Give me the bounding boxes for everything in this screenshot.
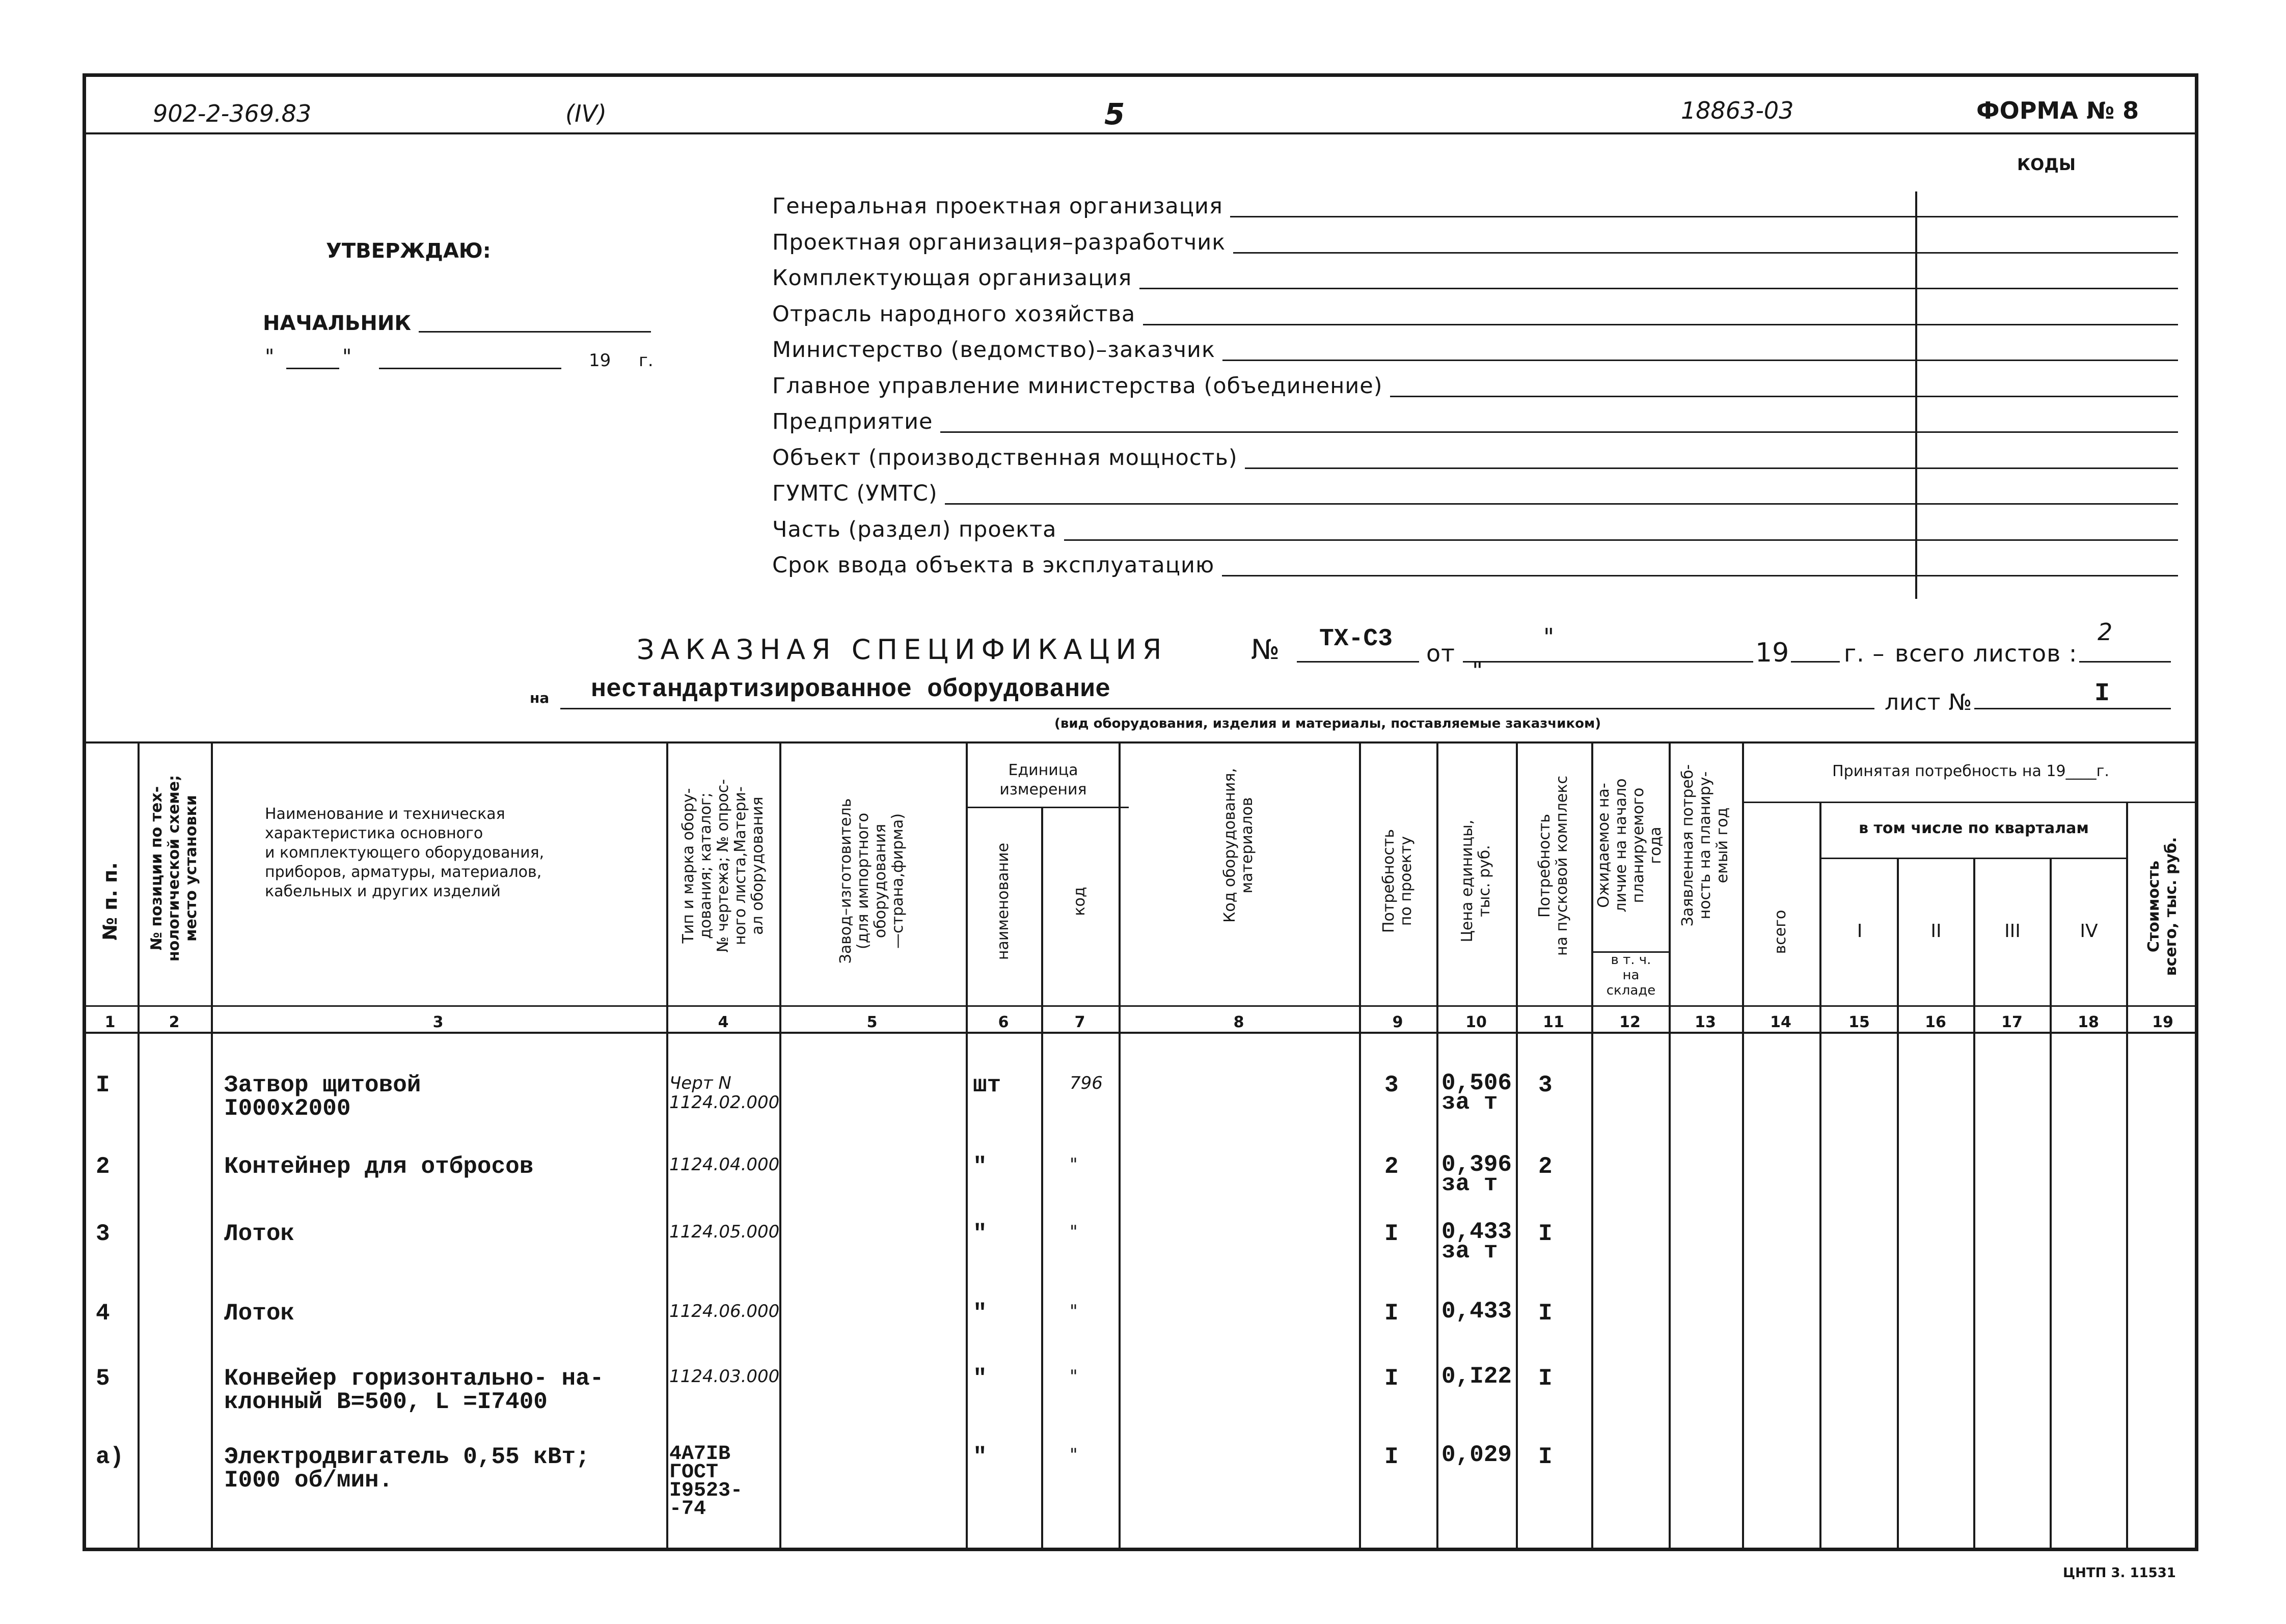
codes-divider	[1915, 191, 1917, 599]
cell-unit: "	[973, 1300, 987, 1327]
codes-label: КОДЫ	[2017, 155, 2076, 174]
header-bottom-line	[83, 1005, 2198, 1007]
org-fill-line	[945, 503, 2178, 505]
col-line-1	[138, 741, 140, 1551]
quote-open: "	[265, 345, 275, 369]
equipment-line	[560, 708, 1874, 709]
col-number-5: 5	[866, 1013, 878, 1031]
cell-type: 4А7IВ ГОСТ I9523- -74	[669, 1443, 743, 1521]
col-number-11: 11	[1543, 1013, 1564, 1031]
spec-year-g: г. –	[1844, 640, 1885, 667]
cell-n: а)	[96, 1444, 124, 1470]
org-label: Объект (производственная мощность)	[772, 445, 1238, 471]
cell-unit: "	[973, 1444, 987, 1470]
cell-qty: 3	[1384, 1072, 1399, 1098]
column-number-bottom-line	[83, 1032, 2198, 1034]
sheets-label: всего листов :	[1895, 640, 2078, 667]
cell-type: 1124.06.000	[669, 1301, 780, 1322]
header-total: всего	[1772, 910, 1789, 954]
org-label: Срок ввода объекта в эксплуатацию	[772, 553, 1215, 578]
cell-unit: шт	[973, 1072, 1001, 1098]
col-line-11	[1591, 741, 1593, 1551]
cell-price: 0,433	[1441, 1298, 1512, 1325]
org-fill-line	[1245, 467, 2178, 469]
header-unit-group: Единица измерения	[999, 761, 1087, 799]
cell-qty: I	[1384, 1221, 1399, 1247]
header-need-start: Потребность на пусковой комплекс	[1536, 776, 1571, 956]
header-manufacturer: Завод–изготовитель (для импортного оборудования —страна,фирма)	[837, 798, 907, 964]
cell-name: Контейнер для отбросов	[224, 1153, 534, 1180]
month-line	[379, 368, 561, 369]
date-quote-1: "	[1543, 623, 1555, 651]
cell-start: 3	[1538, 1072, 1553, 1098]
cell-price: 0,506 за т	[1441, 1070, 1512, 1116]
header-cost: Стоимость всего, тыс. руб.	[2145, 837, 2180, 976]
col-number-17: 17	[2001, 1013, 2023, 1031]
col-line-18	[2126, 802, 2128, 1551]
cell-type: 1124.04.000	[669, 1154, 780, 1175]
header-equipment-code: Код оборудования, материалов	[1221, 768, 1256, 923]
spec-no-label: №	[1251, 634, 1280, 666]
col-line-14	[1819, 802, 1821, 1551]
from-label: от	[1426, 640, 1455, 667]
chief-signature-line	[419, 331, 651, 333]
cell-start: I	[1538, 1365, 1553, 1392]
col-line-6	[1041, 807, 1043, 1551]
col-number-6: 6	[998, 1013, 1009, 1031]
cell-n: I	[96, 1072, 110, 1098]
header-q4: IV	[2080, 921, 2098, 942]
col-line-9	[1436, 741, 1438, 1551]
org-fill-line	[1390, 396, 2178, 397]
header-type: Тип и марка обору- дования; каталог; № чертежа; № опрос- ного листа,Матери- ал оборудования	[679, 779, 767, 953]
sheets-line	[2079, 661, 2171, 663]
table-top-border	[83, 741, 2198, 744]
org-label: Часть (раздел) проекта	[772, 517, 1057, 542]
cell-name: Электродвигатель 0,55 кВт; I000 об/мин.	[224, 1444, 590, 1494]
cell-price: 0,433 за т	[1441, 1219, 1512, 1264]
header-q2: II	[1930, 921, 1942, 942]
approve-title: УТВЕРЖДАЮ:	[326, 239, 491, 263]
org-label: Отрасль народного хозяйства	[772, 301, 1136, 327]
org-fill-line	[1222, 360, 2178, 361]
col-number-12: 12	[1619, 1013, 1641, 1031]
col-line-12	[1669, 741, 1671, 1551]
cell-code: "	[1070, 1154, 1078, 1175]
header-unit-code: код	[1071, 887, 1088, 916]
header-position: № позиции по тех- нологической схеме; место установки	[148, 775, 200, 962]
col-number-15: 15	[1848, 1013, 1870, 1031]
org-label: Проектная организация–разработчик	[772, 230, 1226, 255]
sheet-label: лист №	[1885, 690, 1973, 715]
cell-name: Конвейер горизонтально- на- клонный В=500, L =I7400	[224, 1365, 604, 1415]
col-number-2: 2	[169, 1013, 180, 1031]
col-line-3	[666, 741, 668, 1551]
col-number-16: 16	[1925, 1013, 1946, 1031]
cell-qty: I	[1384, 1300, 1399, 1327]
cell-unit: "	[973, 1221, 987, 1247]
col-line-2	[211, 741, 213, 1551]
cell-name: Лоток	[224, 1221, 295, 1247]
org-label: Министерство (ведомство)–заказчик	[772, 337, 1215, 363]
cell-code: "	[1070, 1366, 1078, 1387]
cell-unit: "	[973, 1365, 987, 1392]
cell-price: 0,396 за т	[1441, 1151, 1512, 1197]
top-strip-divider	[83, 132, 2198, 134]
header-need-project: Потребность по проекту	[1380, 829, 1415, 933]
on-label: на	[530, 690, 550, 706]
org-fill-line	[1143, 324, 2178, 325]
col-number-3: 3	[432, 1013, 444, 1031]
header-q3: III	[2004, 921, 2021, 942]
org-fill-line	[1064, 539, 2178, 541]
col-number-10: 10	[1465, 1013, 1487, 1031]
header-unit-name: наименование	[994, 842, 1012, 960]
spec-year: 19	[1755, 638, 1789, 668]
spec-year-line	[1791, 661, 1840, 663]
col-line-16	[1973, 858, 1975, 1551]
col-line-15	[1897, 858, 1899, 1551]
col-number-7: 7	[1074, 1013, 1085, 1031]
col-number-19: 19	[2152, 1013, 2173, 1031]
accepted-group-line	[1744, 802, 2197, 803]
sheets-value: 2	[2098, 618, 2113, 646]
col-line-13	[1742, 741, 1744, 1551]
header-warehouse: в т. ч. на складе	[1606, 952, 1656, 998]
cell-qty: 2	[1384, 1153, 1399, 1180]
col-line-5	[966, 741, 968, 1551]
org-fill-line	[940, 431, 2178, 433]
cell-name: Лоток	[224, 1300, 295, 1327]
cell-type: Черт N 1124.02.000	[669, 1073, 780, 1113]
org-fill-line	[1230, 216, 2178, 217]
footer-code: ЦНТП 3. 11531	[2063, 1565, 2176, 1581]
col-line-4	[779, 741, 781, 1551]
header-quarters: в том числе по кварталам	[1859, 819, 2089, 837]
cell-qty: I	[1384, 1444, 1399, 1470]
cell-price: 0,029	[1441, 1442, 1512, 1468]
col-number-9: 9	[1392, 1013, 1403, 1031]
sheet-value: I	[2094, 679, 2110, 708]
form-number: ФОРМА № 8	[1976, 97, 2139, 124]
sheet-line	[1974, 708, 2171, 709]
col-number-1: 1	[104, 1013, 116, 1031]
header-price: Цена единицы, тыс. руб.	[1458, 819, 1493, 943]
col-line-10	[1516, 741, 1518, 1551]
doc-code: 902-2-369.83	[153, 100, 312, 127]
col-number-4: 4	[718, 1013, 729, 1031]
org-label: Комплектующая организация	[772, 265, 1132, 291]
header-expected: Ожидаемое на- личие на начало планируемого года	[1595, 778, 1665, 913]
cell-start: I	[1538, 1221, 1553, 1247]
date-line	[1463, 661, 1753, 663]
year-prefix: 19	[589, 350, 611, 371]
org-fill-line	[1233, 252, 2178, 254]
cell-n: 2	[96, 1153, 110, 1180]
cell-start: I	[1538, 1300, 1553, 1327]
cell-code: "	[1070, 1222, 1078, 1242]
cell-n: 4	[96, 1300, 110, 1327]
volume-label: (IV)	[565, 100, 607, 127]
year-suffix: г.	[639, 350, 654, 371]
cell-start: 2	[1538, 1153, 1553, 1180]
cell-name: Затвор щитовой I000х2000	[224, 1072, 421, 1122]
col-number-13: 13	[1695, 1013, 1716, 1031]
cell-price: 0,I22	[1441, 1363, 1512, 1390]
chief-label: НАЧАЛЬНИК	[263, 312, 412, 335]
equipment-caption: (вид оборудования, изделия и материалы, поставляемые заказчиком)	[1054, 716, 1601, 731]
header-q1: I	[1857, 921, 1863, 942]
cell-type: 1124.03.000	[669, 1366, 780, 1387]
day-line	[286, 368, 339, 369]
spec-title: ЗАКАЗНАЯ СПЕЦИФИКАЦИЯ	[637, 634, 1168, 666]
cell-type: 1124.05.000	[669, 1222, 780, 1242]
cell-code: 796	[1070, 1073, 1103, 1093]
org-label: Генеральная проектная организация	[772, 194, 1223, 219]
cell-n: 5	[96, 1365, 110, 1392]
org-label: ГУМТС (УМТС)	[772, 481, 938, 506]
cell-n: 3	[96, 1221, 110, 1247]
header-accepted: Принятая потребность на 19____г.	[1832, 762, 2109, 780]
header-no: № п. п.	[99, 862, 121, 941]
col-line-17	[2050, 858, 2052, 1551]
col-number-8: 8	[1233, 1013, 1244, 1031]
date-quote-2: "	[1472, 657, 1483, 684]
header-name: Наименование и техническая характеристика основного и комплектующего оборудования, приборов, арматуры, материалов, кабельных и других изделий	[265, 805, 545, 900]
col-line-8	[1359, 741, 1361, 1551]
col-number-14: 14	[1770, 1013, 1791, 1031]
cell-start: I	[1538, 1444, 1553, 1470]
org-label: Предприятие	[772, 409, 933, 434]
org-fill-line	[1222, 575, 2178, 576]
cell-qty: I	[1384, 1365, 1399, 1392]
unit-group-line	[968, 807, 1129, 808]
col-number-18: 18	[2078, 1013, 2099, 1031]
org-label: Главное управление министерства (объединение)	[772, 373, 1383, 399]
spec-number-line	[1297, 661, 1419, 663]
registration-number: 18863-03	[1681, 97, 1794, 124]
cell-code: "	[1070, 1301, 1078, 1322]
quote-close: "	[342, 345, 352, 369]
equipment-type: нестандартизированное оборудование	[591, 675, 1111, 704]
cell-code: "	[1070, 1445, 1078, 1465]
page-number: 5	[1104, 97, 1125, 131]
cell-unit: "	[973, 1153, 987, 1180]
spec-number: ТХ-С3	[1319, 625, 1393, 653]
header-declared: Заявленная потреб- ность на планиру- емый год	[1679, 764, 1731, 927]
col-line-7	[1119, 741, 1121, 1551]
org-fill-line	[1139, 288, 2178, 289]
